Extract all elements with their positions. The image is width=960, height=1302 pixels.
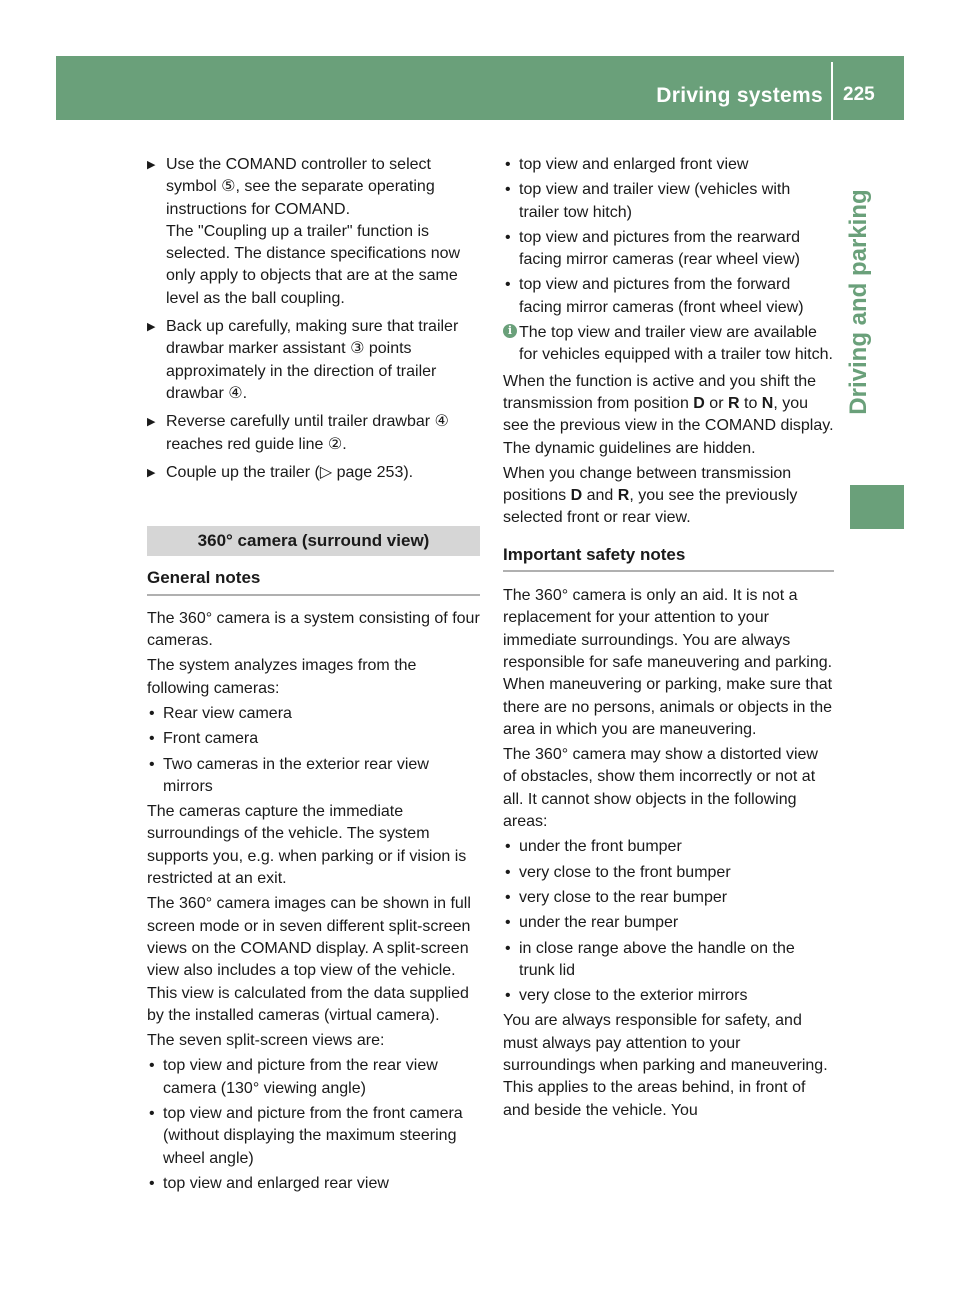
bullet-icon: •: [149, 704, 155, 722]
list-item: • under the front bumper: [503, 836, 834, 858]
bullet-icon: •: [505, 181, 511, 199]
step-arrow-icon: ▶: [147, 321, 156, 334]
list-item: • very close to the rear bumper: [503, 887, 834, 909]
info-icon: i: [503, 324, 517, 338]
info-note: [503, 322, 834, 367]
list-item: • top view and picture from the rear view camera (130° viewing angle): [149, 1057, 438, 1097]
list-item: • top view and pictures from the rearward facing mirror cameras (rear wheel view): [505, 228, 801, 269]
list-item: • very close to the exterior mirrors: [503, 985, 834, 1007]
bullet-icon: •: [505, 863, 511, 881]
header-divider: [831, 62, 833, 120]
list-item: • top view and enlarged front view: [503, 154, 834, 176]
instruction-step: [147, 154, 480, 310]
list-item: • top view and pictures from the forward facing mirror cameras (front wheel view): [505, 276, 804, 316]
side-tab-marker: [850, 485, 904, 529]
side-tab-label: Driving and parking: [845, 189, 872, 415]
bullet-icon: •: [149, 1057, 155, 1075]
step-arrow-icon: ▶: [147, 416, 156, 429]
list-item: • in close range above the handle on the trunk lid: [505, 939, 795, 979]
instruction-step: [147, 316, 480, 405]
subheading-general-notes: General notes: [147, 567, 480, 595]
left-column: [147, 154, 480, 1198]
paragraph: The seven split-screen views are:: [147, 1032, 385, 1050]
step-arrow-icon: ▶: [147, 466, 156, 479]
bullet-icon: •: [505, 156, 511, 173]
paragraph: You are always responsible for safety, and must always pay attention to your surroundings when parking and maneuvering. This applies to the areas behind, in front of and beside the vehicle. You: [503, 1012, 828, 1119]
list-item: • under the rear bumper: [503, 912, 834, 934]
list-item: • top view and trailer view (vehicles with trailer tow hitch): [505, 181, 791, 221]
instruction-step: [147, 411, 480, 456]
paragraph: The 360° camera may show a distorted view of obstacles, show them incorrectly or not at all. It cannot show objects in the following areas:: [503, 746, 818, 831]
step-text: Use the COMAND controller to select symbol ⑤, see the separate operating instructions for COMAND.: [166, 156, 435, 218]
paragraph: When the function is active and you shift the transmission from position D or R to N, you see the previous view in the COMAND display. The dynamic guidelines are hidden.: [503, 372, 834, 457]
paragraph: The cameras capture the immediate surroundings of the vehicle. The system supports you, e.g. when parking or if vision is restricted at an exit.: [147, 803, 467, 888]
step-text: Reverse carefully until trailer drawbar ④ reaches red guide line ②.: [166, 413, 449, 453]
bullet-icon: •: [149, 755, 155, 773]
paragraph: When you change between transmission positions D and R, you see the previously selected front or rear view.: [503, 464, 798, 527]
section-title: 360° camera (surround view): [147, 526, 480, 556]
right-column: [503, 154, 834, 1125]
list-item: • Front camera: [147, 728, 480, 750]
paragraph: The 360° camera images can be shown in full screen mode or in seven different split-screen views on the COMAND display. A split-screen view also includes a top view of the vehicle. This view is calculated from the data supplied by the installed cameras (virtual camera).: [147, 895, 471, 1024]
bullet-icon: •: [505, 228, 511, 246]
bullet-icon: •: [505, 987, 511, 1005]
paragraph: The system analyzes images from the following cameras:: [147, 657, 417, 697]
info-text: The top view and trailer view are available for vehicles equipped with a trailer tow hitch.: [519, 324, 833, 364]
step-text: Couple up the trailer (▷ page 253).: [166, 463, 414, 481]
paragraph: The 360° camera is only an aid. It is not a replacement for your attention to your immediate surroundings. You are always responsible for safe maneuvering and parking. When maneuvering or parking, make sure that there are no persons, animals or objects in the area in which you are maneuvering.: [503, 587, 833, 738]
bullet-icon: •: [505, 276, 511, 294]
bullet-icon: •: [505, 914, 511, 932]
step-note: The "Coupling up a trailer" function is selected. The distance specifications now only apply to objects that are at the same level as the ball coupling.: [166, 222, 461, 307]
bullet-icon: •: [505, 838, 511, 856]
bullet-icon: •: [505, 939, 511, 957]
list-item: • very close to the front bumper: [503, 862, 834, 884]
bullet-icon: •: [505, 888, 511, 906]
subheading-safety-notes: Important safety notes: [503, 544, 834, 572]
bullet-icon: •: [149, 1174, 155, 1192]
paragraph: The 360° camera is a system consisting of four cameras.: [147, 609, 480, 650]
page-number: 225: [843, 84, 875, 105]
list-item: • Rear view camera: [147, 703, 480, 725]
page-section-title: Driving systems: [656, 84, 823, 107]
bullet-icon: •: [149, 730, 155, 748]
list-item: • top view and picture from the front camera (without displaying the maximum steering wheel angle): [149, 1104, 463, 1167]
step-arrow-icon: ▶: [147, 159, 156, 171]
header-bar: [56, 56, 904, 120]
bullet-icon: •: [149, 1104, 155, 1122]
list-item: • Two cameras in the exterior rear view mirrors: [149, 755, 429, 795]
step-text: Back up carefully, making sure that trailer drawbar marker assistant ③ points approximately in the direction of trailer drawbar ④.: [166, 318, 459, 402]
instruction-step: [147, 462, 480, 484]
list-item: • top view and enlarged rear view: [147, 1173, 480, 1195]
